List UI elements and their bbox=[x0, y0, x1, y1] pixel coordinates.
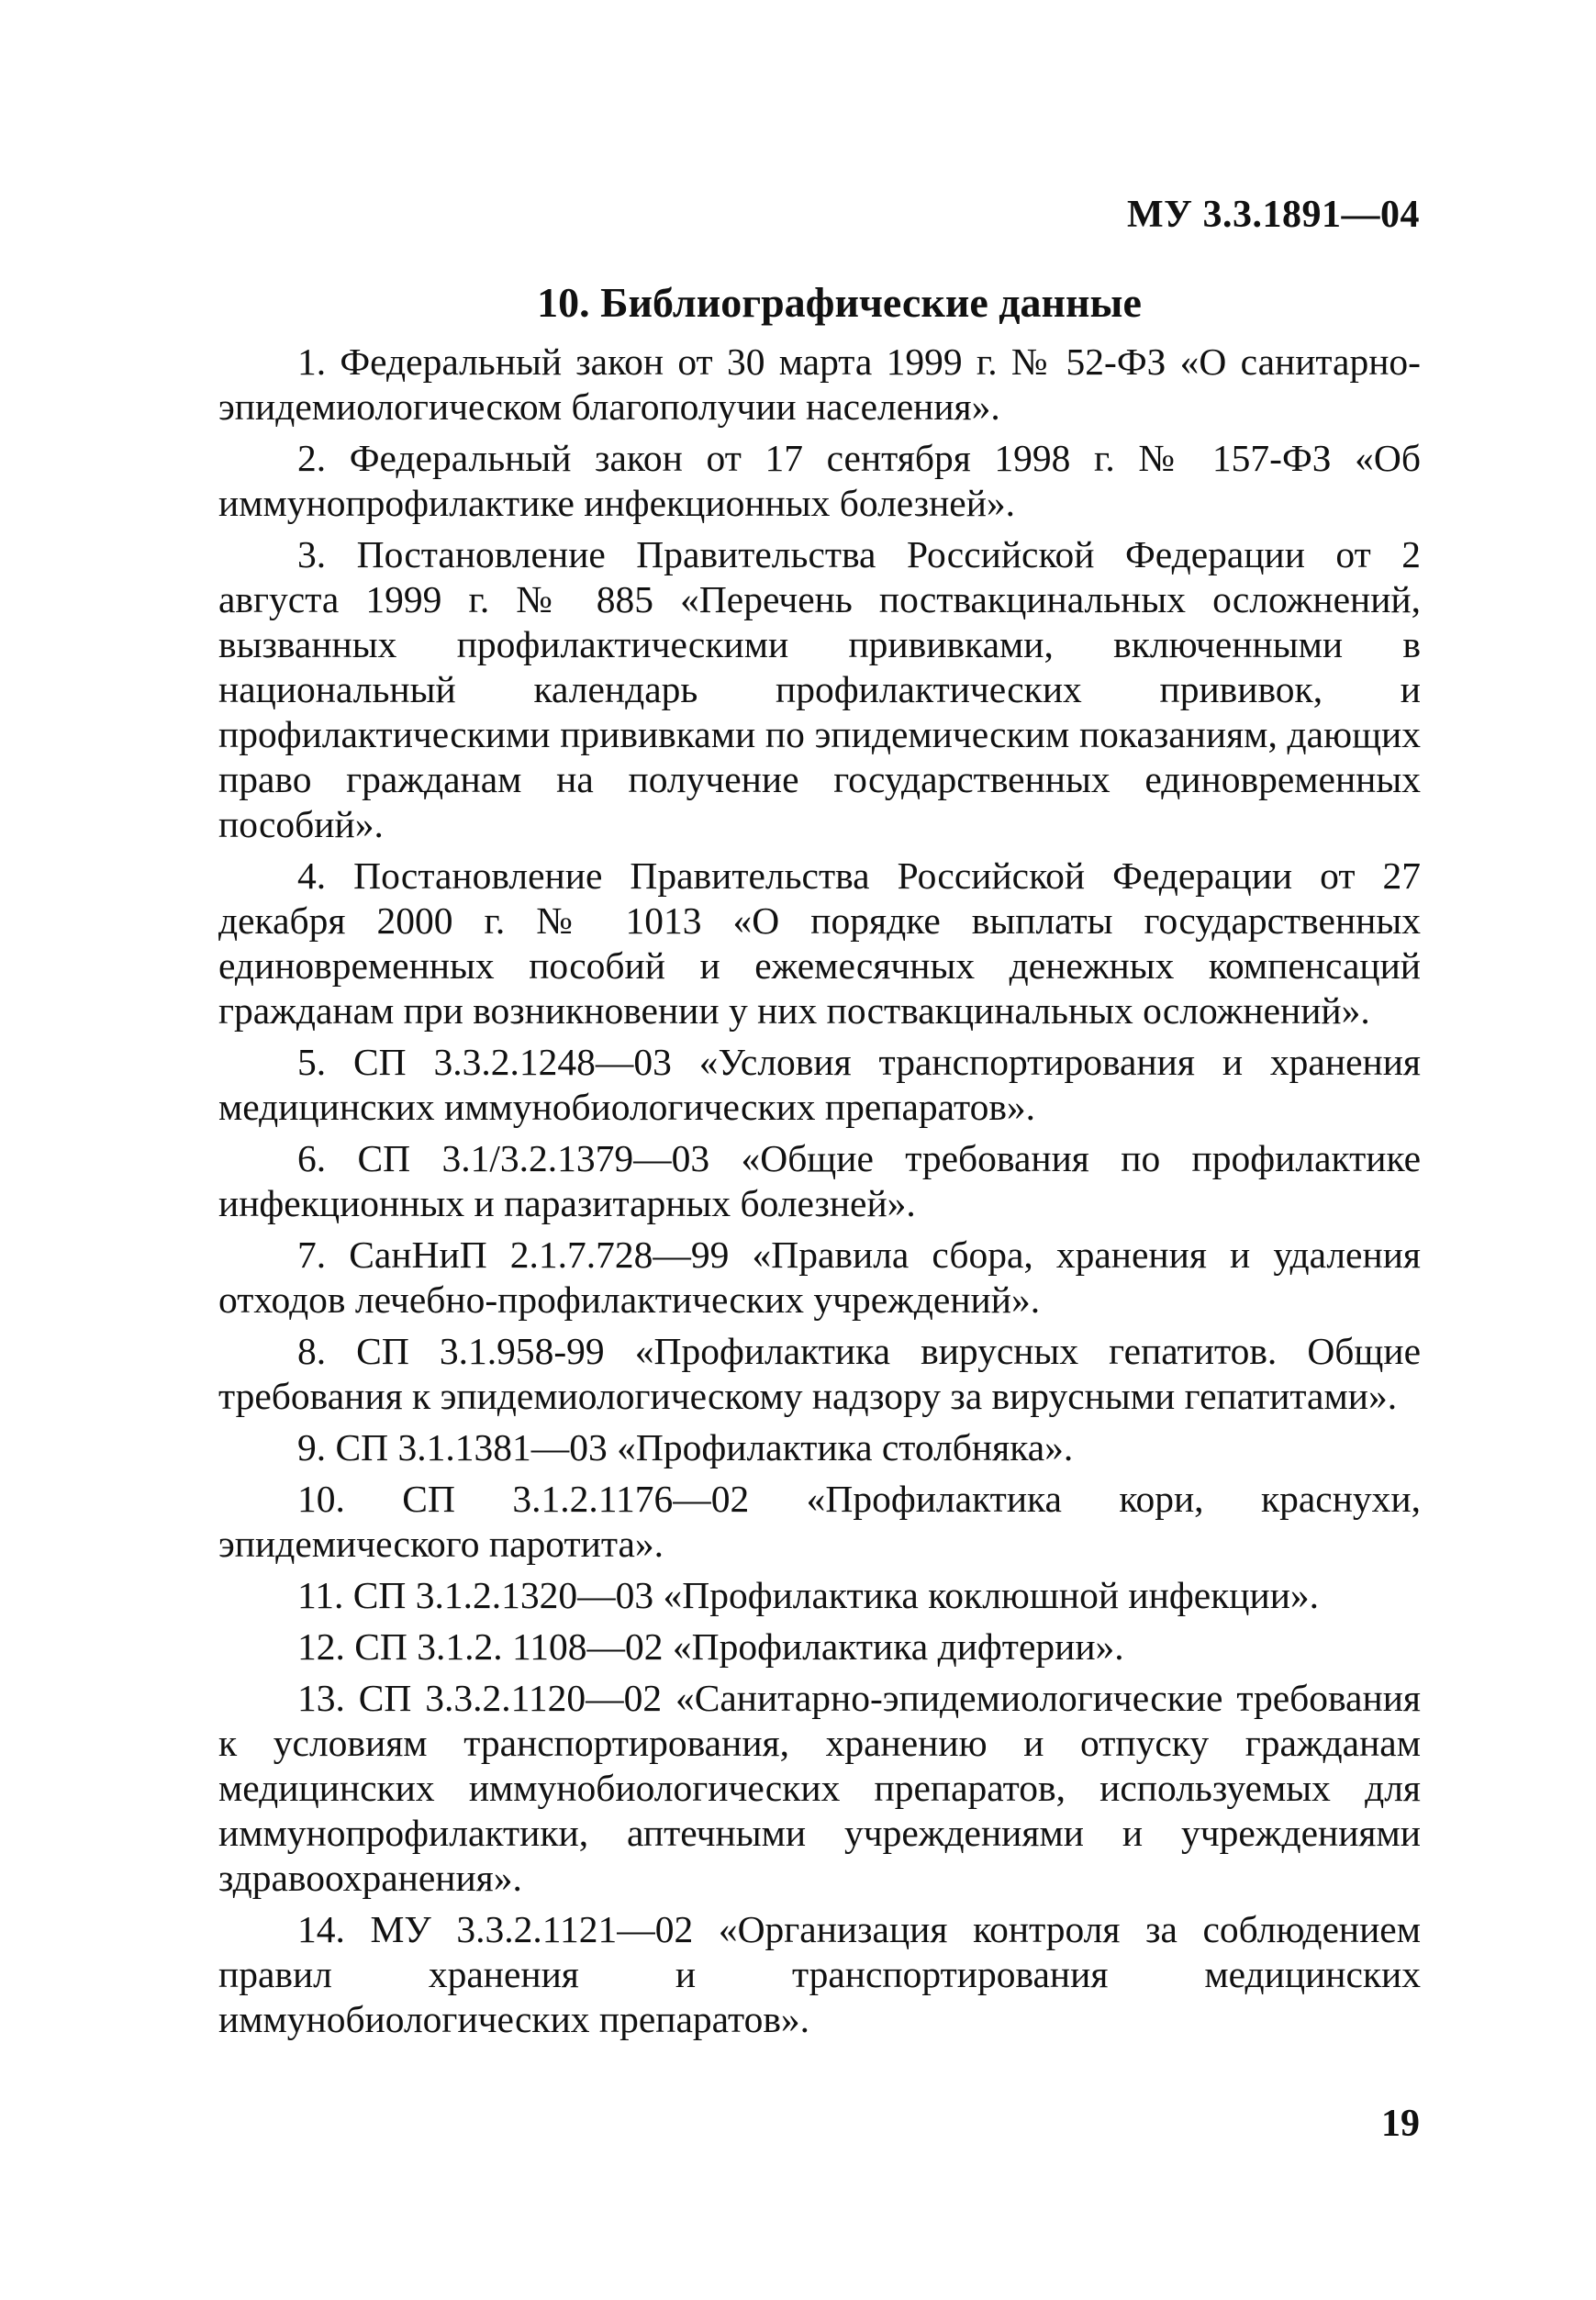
reference-item: 14. МУ 3.3.2.1121—02 «Организация контроля за соблюдением правил хранения и транспортирования медицинских иммунобиологических препаратов». bbox=[218, 1908, 1421, 2040]
reference-item: 7. СанНиП 2.1.7.728—99 «Правила сбора, хранения и удаления отходов лечебно-профилактических учреждений». bbox=[218, 1234, 1421, 1321]
reference-item: 13. СП 3.3.2.1120—02 «Санитарно-эпидемиологические требования к условиям транспортирования, хранению и отпуску гражданам медицинских иммунобиологических препаратов, используемых для иммунопрофилактики, аптечными учреждениями и учреждениями здравоохранения». bbox=[218, 1677, 1421, 1899]
section-title: 10. Библиографические данные bbox=[537, 279, 1142, 326]
reference-item: 12. СП 3.1.2. 1108—02 «Профилактика дифтерии». bbox=[297, 1625, 1124, 1668]
reference-item: 4. Постановление Правительства Российской Федерации от 27 декабря 2000 г. № 1013 «О порядке выплаты государственных единовременных пособий и ежемесячных денежных компенсаций гражданам при возникновении у них поствакцинальных осложнений». bbox=[218, 854, 1421, 1032]
reference-item: 2. Федеральный закон от 17 сентября 1998 г. № 157-ФЗ «Об иммунопрофилактике инфекционных болезней». bbox=[218, 437, 1421, 524]
reference-item: 6. СП 3.1/3.2.1379—03 «Общие требования по профилактике инфекционных и паразитарных болезней». bbox=[218, 1137, 1421, 1224]
reference-list bbox=[218, 340, 1421, 2049]
reference-item: 3. Постановление Правительства Российской Федерации от 2 августа 1999 г. № 885 «Перечень поствакцинальных осложнений, вызванных профилактическими прививками, включенными в национальный календарь профилактических прививок, и профилактическими прививками по эпидемическим показаниям, дающих право гражданам на получение государственных единовременных пособий». bbox=[218, 533, 1421, 845]
reference-item: 1. Федеральный закон от 30 марта 1999 г. № 52-ФЗ «О санитарно-эпидемиологическом благополучии населения». bbox=[218, 341, 1421, 428]
reference-item: 10. СП 3.1.2.1176—02 «Профилактика кори, краснухи, эпидемического паротита». bbox=[218, 1478, 1421, 1565]
page-number: 19 bbox=[1381, 2103, 1420, 2145]
reference-item: 8. СП 3.1.958-99 «Профилактика вирусных гепатитов. Общие требования к эпидемиологическому надзору за вирусными гепатитами». bbox=[218, 1330, 1421, 1417]
document-code: МУ 3.3.1891—04 bbox=[1127, 194, 1420, 236]
reference-item: 11. СП 3.1.2.1320—03 «Профилактика коклюшной инфекции». bbox=[297, 1574, 1320, 1616]
reference-item: 5. СП 3.3.2.1248—03 «Условия транспортирования и хранения медицинских иммунобиологических препаратов». bbox=[218, 1041, 1421, 1128]
reference-item: 9. СП 3.1.1381—03 «Профилактика столбняка». bbox=[297, 1426, 1074, 1468]
